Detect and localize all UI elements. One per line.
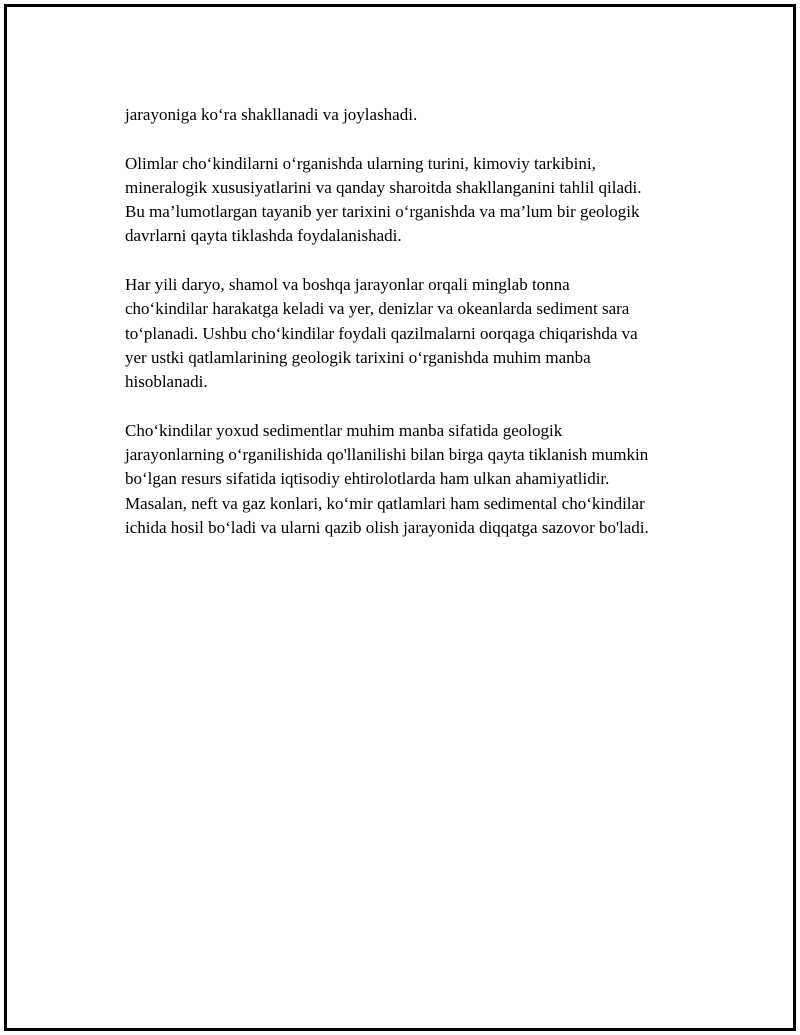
- text-line: cho‘kindilar harakatga keladi va yer, denizlar va okeanlarda sediment sara: [125, 299, 630, 319]
- document-body: [125, 103, 725, 540]
- text-line: Masalan, neft va gaz konlari, ko‘mir qatlamlari ham sedimental cho‘kindilar: [125, 493, 645, 513]
- text-line: Cho‘kindilar yoxud sedimentlar muhim manba sifatida geologik: [125, 420, 563, 440]
- text-line: davrlarni qayta tiklashda foydalanishadi.: [125, 226, 402, 246]
- text-line: to‘planadi. Ushbu cho‘kindilar foydali qazilmalarni oorqaga chiqarishda va: [125, 323, 638, 343]
- text-line: Bu ma’lumotlargan tayanib yer tarixini o‘rganishda va ma’lum bir geologik: [125, 202, 640, 222]
- paragraph: [125, 273, 725, 394]
- text-line: bo‘lgan resurs sifatida iqtisodiy ehtirolotlarda ham ulkan ahamiyatlidir.: [125, 469, 610, 489]
- page-frame: [4, 4, 796, 1031]
- text-line: yer ustki qatlamlarining geologik tarixini o‘rganishda muhim manba: [125, 347, 591, 367]
- text-line: jarayonlarning o‘rganilishida qo'llanilishi bilan birga qayta tiklanish mumkin: [125, 445, 649, 465]
- paragraph: [125, 152, 725, 249]
- paragraph-spacer: [125, 395, 725, 419]
- paragraph-spacer: [125, 249, 725, 273]
- paragraph-spacer: [125, 127, 725, 151]
- text-line: ichida hosil bo‘ladi va ularni qazib olish jarayonida diqqatga sazovor bo'ladi.: [125, 518, 649, 538]
- paragraph: [125, 103, 725, 127]
- text-line: hisoblanadi.: [125, 372, 208, 392]
- text-line: jarayoniga ko‘ra shakllanadi va joylashadi.: [125, 105, 418, 124]
- text-line: Har yili daryo, shamol va boshqa jarayonlar orqali minglab tonna: [125, 275, 570, 295]
- text-line: Olimlar cho‘kindilarni o‘rganishda ularning turini, kimoviy tarkibini,: [125, 153, 596, 173]
- text-line: mineralogik xususiyatlarini va qanday sharoitda shakllanganini tahlil qiladi.: [125, 177, 642, 197]
- paragraph: [125, 419, 725, 540]
